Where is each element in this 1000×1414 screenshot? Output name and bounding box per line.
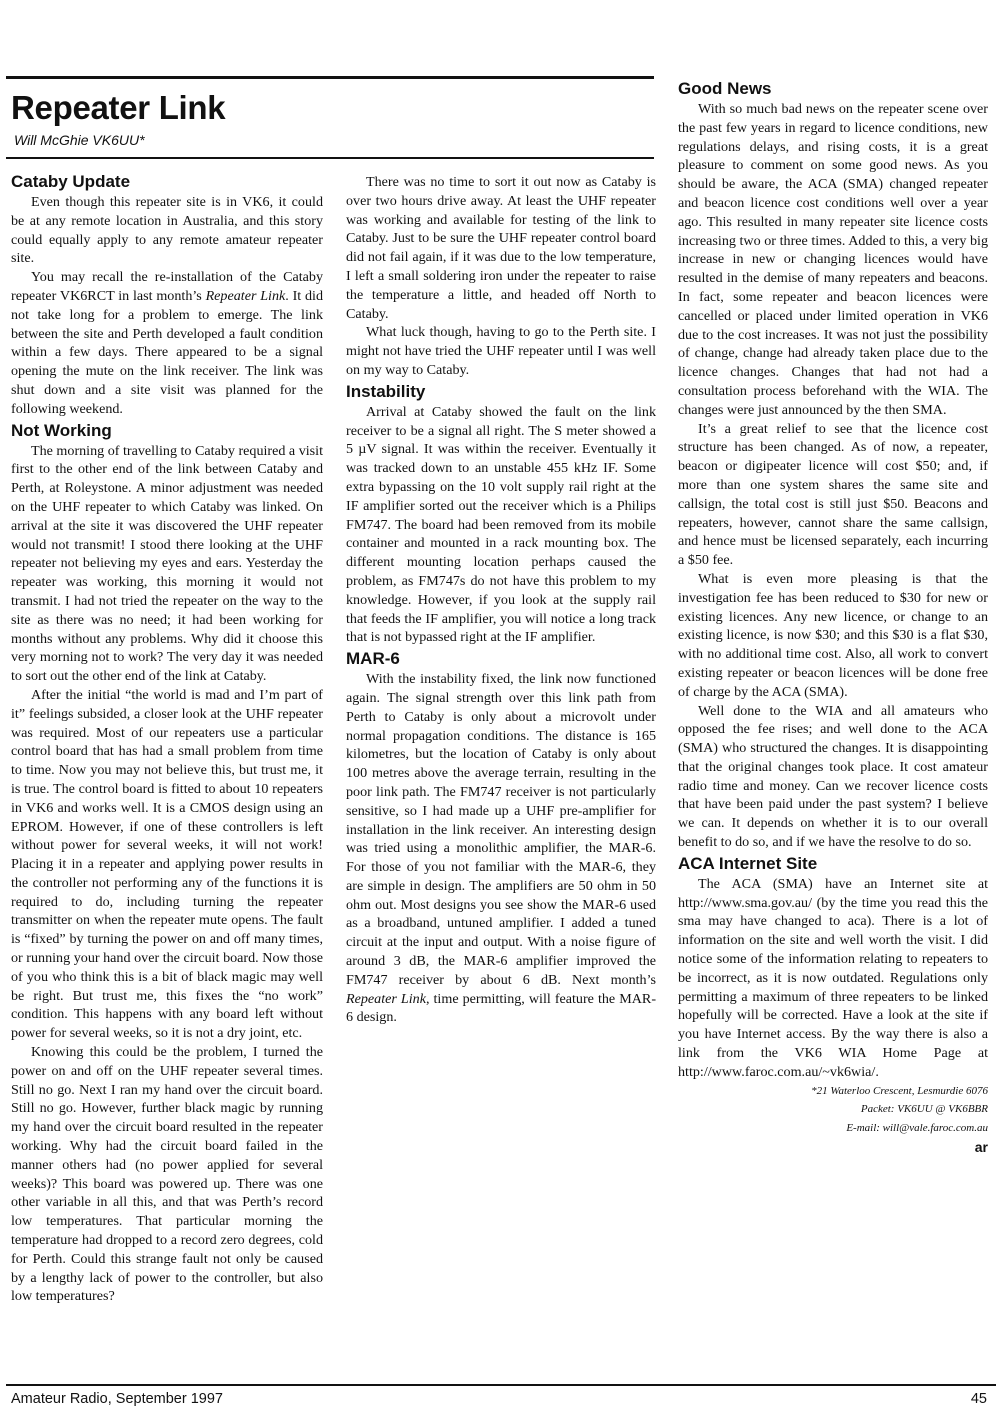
heading-aca-internet-site: ACA Internet Site xyxy=(678,853,818,873)
paragraph: Knowing this could be the problem, I turned the power on and off on the UHF repeater several times. Still no go. Next I ran my hand over the circuit board. Still no go. However, further black magic by running my hand over the circuit board resulted in the repeater working. Why had the circuit board failed in the manner others had (no power applied for several weeks)? This board was powered up. There was one other variable in all this, and that was Perth’s record low temperatures. That particular morning the temperature had dropped to a record zero degrees, cold for Perth. Could this strange fault not only be caused by a lengthy lack of power to the controller, but also low temperatures? xyxy=(11,1044,323,1305)
heading-mar-6: MAR-6 xyxy=(346,649,400,669)
paragraph: Even though this repeater site is in VK6, it could be at any remote location in Australia, and this story could equally apply to any remote amateur repeater site. xyxy=(11,194,323,267)
paragraph: What luck though, having to go to the Perth site. I might not have tried the UHF repeater until I was well on my way to Cataby. xyxy=(346,324,656,378)
article-title: Repeater Link xyxy=(11,89,226,126)
paragraph: It’s a great relief to see that the licence cost structure has been changed. As of now, a repeater, beacon or digipeater licence will cost $50; and, if more than one system shares the same site and callsign, the total cost is still just $50. Beacons and repeaters, however, cannot share the same callsign, and hence must be licensed separately, each incurring a $50 fee. xyxy=(678,420,988,569)
footer-rule xyxy=(6,1384,996,1386)
column-3 xyxy=(678,77,988,1157)
paragraph: What is even more pleasing is that the investigation fee has been reduced to $30 for new or existing licences. Any new licence, or change to an existing licence, is now $30; and this $30 is a flat $30, with no additional time cost. Also, all work to convert existing repeater or beacon licences will be done free of charge by the ACA (SMA). xyxy=(678,570,988,700)
paragraph: You may recall the re-installation of the Cataby repeater VK6RCT in last month’s Repeater Link. It did not take long for a problem to emerge. The link between the site and Perth developed a fault condition within a few days. There appeared to be a signal opening the mute on the link receiver. The link was shut down and a site visit was planned for the following weekend. xyxy=(11,269,323,417)
footer-publication: Amateur Radio, September 1997 xyxy=(11,1391,223,1407)
heading-cataby-update: Cataby Update xyxy=(11,172,131,191)
paragraph: There was no time to sort it out now as Cataby is over two hours drive away. At least the UHF repeater was working and available for testing of the link to Cataby. Just to be sure the UHF repeater control board did not fail again, if it was due to the low temperature, I left a small soldering iron under the repeater to raise the temperature a little, and headed off North to Cataby. xyxy=(346,174,656,322)
author-address: *21 Waterloo Crescent, Lesmurdie 6076 xyxy=(811,1084,988,1097)
top-rule-left xyxy=(6,76,654,79)
heading-not-working: Not Working xyxy=(11,420,112,440)
article-author: Will McGhie VK6UU* xyxy=(14,132,145,148)
page-number: 45 xyxy=(970,1391,987,1407)
paragraph: Arrival at Cataby showed the fault on the link receiver to be a signal all right. The S meter showed a 5 µV signal. It was within the receiver. Eventually it was tracked down to an unstable 455 kHz IF. Some extra bypassing on the 10 volt supply rail right at the IF amplifier sorted out the receiver which is a Philips FM747. The board had been removed from its mobile container and mounted in a rack mounting box. The different mounting location perhaps caused the problem, as FM747s do not have this problem to my knowledge. However, if you look at the supply rail that feeds the IF amplifier, you will notice a long track that is not bypassed right at the IF amplifier. xyxy=(346,403,656,646)
author-packet: Packet: VK6UU @ VK6BBR xyxy=(860,1103,988,1116)
paragraph: The morning of travelling to Cataby required a visit first to the other end of the link between Cataby and Perth, at Roleystone. A minor adjustment was needed on the UHF repeater to which Cataby was linked. On arrival at the site it was discovered the UHF repeater would not transmit! I stood there looking at the UHF repeater not believing my eyes and ears. Yesterday the repeater was working, this morning it would not transmit. I had not tried the repeater on the way to the site as there was no need; it had been working for months without any problems. Why did it choose this very morning not to work? The very day it was needed to sort out the other end of the link at Cataby. xyxy=(11,442,323,685)
end-mark: ar xyxy=(974,1139,988,1156)
paragraph: With so much bad news on the repeater scene over the past few years in regard to licence conditions, new regulations delays, and rising costs, it is a great pleasure to comment on some good news. As you should be aware, the ACA (SMA) changed repeater and beacon licence cost conditions well over a year ago. This resulted in many repeater site licence costs increasing two or three times. Added to this, a very big increase in new or changing licences would have resulted in the demise of many repeaters and beacons. In fact, some repeater and beacon licences were cancelled or placed under limited operation in VK6 due to the cost increases. It was not just the possibility of change, change had already taken place due to the licence changes. Changes that had not had a consultation process beforehand with the WIA. The changes were just announced by the then SMA. xyxy=(678,101,988,418)
emphasis-repeater-link: Repeater Link xyxy=(205,287,286,304)
column-2 xyxy=(346,173,656,1027)
paragraph: Well done to the WIA and all amateurs who opposed the fee rises; and well done to the ACA (SMA) who structured the changes. It is disappointing that the original changes took place. It cost amateur radio time and money. Can we recover licence costs that have been paid under the past system? I believe we can. It depends on whether it is to our overall benefit to do so, and if we have the resolve to do so. xyxy=(678,702,988,851)
emphasis-repeater-link: Repeater Link xyxy=(346,990,426,1007)
heading-instability: Instability xyxy=(346,381,426,401)
paragraph: After the initial “the world is mad and I’m part of it” feelings subsided, a closer look at the UHF repeater was required. Most of our repeaters use a particular control board that has had a small problem from time to time. Now you may not believe this, but trust me, it is true. The control board is fitted to about 10 repeaters in VK6 and works well. It is a CMOS design using an EPROM. However, if one of these controllers is left without power for several weeks, it will not work! Placing it in a repeater and applying power results in the controller not performing any of the functions it is required to do, including turning the repeater transmitter on when the repeater mute opens. The fault is “fixed” by turning the power on and off many times, or running your hand over the circuit board. Now those of you who think this is a bit of black magic may well be right. But trust me, this fixes the “no work” condition. This happens with any board left without power for several weeks, so it is not a dry joint, etc. xyxy=(11,686,323,1042)
paragraph: With the instability fixed, the link now functioned again. The signal strength over this link path from Perth to Cataby is only about a microvolt under normal propagation conditions. The distance is 165 kilometres, but the location of Cataby is only about 100 metres above the average terrain, resulting in the poor link path. The FM747 receiver is not particularly sensitive, so I had made up a UHF pre-amplifier for installation in the link receiver. An interesting design was tried using a monolithic amplifier, the MAR-6. For those of you not familiar with the MAR-6, they are simple in design. The amplifiers are 50 ohm in 50 ohm out. Most designs you see show the MAR-6 used as a broadband, untuned amplifier. I added a tuned circuit at the input and output. With a noise figure of around 3 dB, the MAR-6 amplifier improved the FM747 receiver by about 6 dB. Next month’s Repeater Link, time permitting, will feature the MAR-6 design. xyxy=(346,671,657,1026)
author-email: E-mail: will@vale.faroc.com.au xyxy=(846,1121,988,1134)
paragraph: The ACA (SMA) have an Internet site at http://www.sma.gov.au/ (by the time you read this the sma may have changed to aca). There is a lot of information on the site and well worth the visit. I did notice some of the information relating to repeaters to be incorrect, as it is now outdated. Regulations only permitting a maximum of three repeaters to be linked hopefully will be corrected. Have a look at the site if you have Internet access. By the way there is also a link from the VK6 WIA Home Page at http://www.faroc.com.au/~vk6wia/. xyxy=(678,875,988,1080)
title-underline-rule xyxy=(6,157,654,159)
heading-good-news: Good News xyxy=(678,79,772,98)
column-1 xyxy=(11,170,323,1306)
